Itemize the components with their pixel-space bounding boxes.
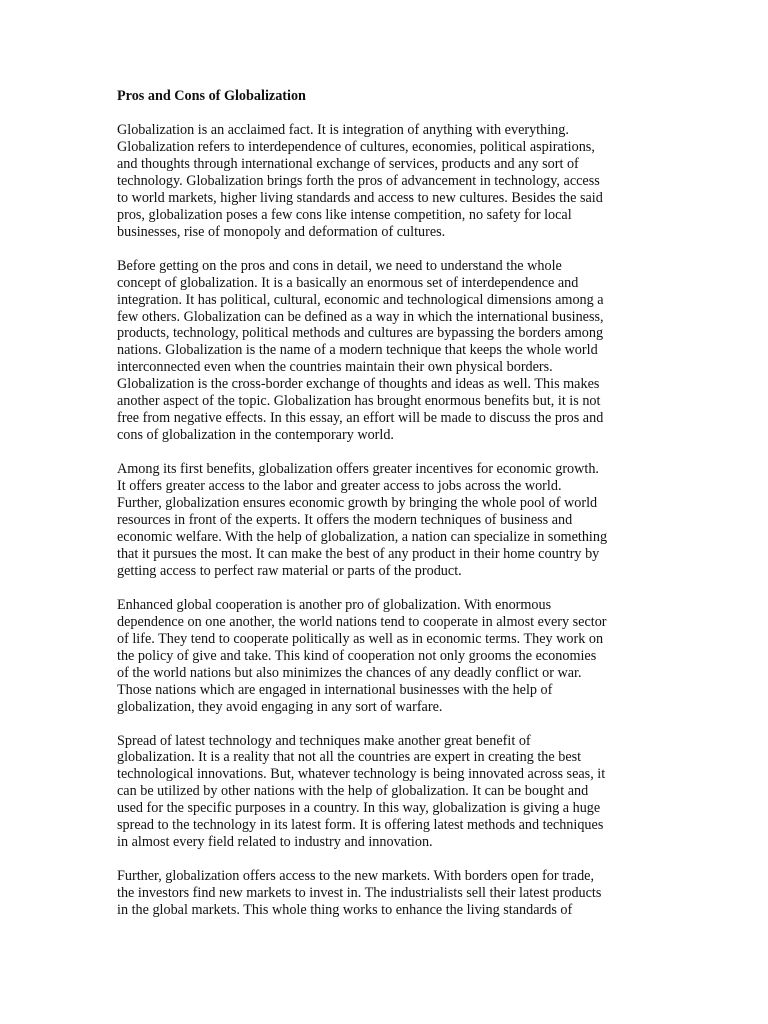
- paragraph-line: concept of globalization. It is a basically an enormous set of interdependence and: [117, 274, 579, 291]
- paragraph-line: globalization. It is a reality that not all the countries are expert in creating the best: [117, 749, 582, 766]
- paragraph-line: integration. It has political, cultural, economic and technological dimensions among a: [117, 291, 604, 308]
- document-page: [117, 88, 657, 936]
- paragraph-line: Spread of latest technology and techniques make another great benefit of: [117, 732, 531, 749]
- paragraph-line: Those nations which are engaged in international businesses with the help of: [117, 681, 553, 698]
- paragraph-line: to world markets, higher living standards and access to new cultures. Besides the said: [117, 189, 603, 206]
- document-body: [117, 122, 657, 919]
- paragraph-line: globalization, they avoid engaging in any sort of warfare.: [117, 698, 443, 715]
- paragraph: [117, 461, 657, 580]
- paragraph-line: used for the specific purposes in a country. In this way, globalization is giving a huge: [117, 800, 601, 817]
- paragraph-line: free from negative effects. In this essay, an effort will be made to discuss the pros and: [117, 410, 604, 427]
- paragraph-line: economic welfare. With the help of globalization, a nation can specialize in something: [117, 528, 608, 545]
- paragraph-line: spread to the technology in its latest form. It is offering latest methods and techniques: [117, 817, 604, 834]
- paragraph-line: getting access to perfect raw material or parts of the product.: [117, 562, 462, 579]
- paragraph-line: another aspect of the topic. Globalization has brought enormous benefits but, it is not: [117, 393, 601, 410]
- paragraph-line: Among its first benefits, globalization offers greater incentives for economic growth.: [117, 461, 599, 478]
- paragraph-line: few others. Globalization can be defined as a way in which the international business,: [117, 308, 604, 325]
- paragraph-line: Globalization is the cross-border exchange of thoughts and ideas as well. This makes: [117, 376, 600, 393]
- paragraph-line: interconnected even when the countries maintain their own physical borders.: [117, 359, 553, 376]
- paragraph-line: Globalization is an acclaimed fact. It is integration of anything with everything.: [117, 122, 569, 138]
- paragraph-line: dependence on one another, the world nations tend to cooperate in almost every sector: [117, 613, 607, 630]
- paragraph-line: Before getting on the pros and cons in detail, we need to understand the whole: [117, 257, 562, 274]
- paragraph-line: cons of globalization in the contemporary world.: [117, 427, 394, 444]
- paragraph-line: businesses, rise of monopoly and deformation of cultures.: [117, 223, 446, 240]
- paragraph-line: pros, globalization poses a few cons like intense competition, no safety for local: [117, 206, 572, 223]
- paragraph-line: Further, globalization ensures economic growth by bringing the whole pool of world: [117, 495, 598, 512]
- paragraph-line: the investors find new markets to invest in. The industrialists sell their latest products: [117, 885, 602, 902]
- paragraph-line: technological innovations. But, whatever technology is being innovated across seas, it: [117, 766, 606, 783]
- paragraph: [117, 733, 657, 852]
- paragraph-line: can be utilized by other nations with the help of globalization. It can be bought and: [117, 783, 589, 800]
- paragraph-line: in almost every field related to industry and innovation.: [117, 834, 433, 851]
- paragraph-line: nations. Globalization is the name of a modern technique that keeps the whole world: [117, 342, 598, 359]
- paragraph-line: products, technology, political methods and cultures are bypassing the borders among: [117, 325, 604, 342]
- paragraph-line: Globalization refers to interdependence of cultures, economies, political aspirations,: [117, 138, 595, 155]
- paragraph: [117, 868, 657, 919]
- paragraph-line: resources in front of the experts. It offers the modern techniques of business and: [117, 512, 573, 529]
- paragraph-line: Enhanced global cooperation is another pro of globalization. With enormous: [117, 596, 552, 613]
- paragraph-line: that it pursues the most. It can make the best of any product in their home country by: [117, 545, 600, 562]
- paragraph: [117, 597, 657, 716]
- paragraph-line: and thoughts through international exchange of services, products and any sort of: [117, 155, 579, 172]
- paragraph: [117, 258, 657, 444]
- paragraph-line: technology. Globalization brings forth the pros of advancement in technology, access: [117, 172, 600, 189]
- paragraph-line: Further, globalization offers access to the new markets. With borders open for trade,: [117, 868, 595, 885]
- paragraph-line: the policy of give and take. This kind of cooperation not only grooms the economies: [117, 647, 597, 664]
- paragraph: [117, 122, 657, 241]
- paragraph-line: of life. They tend to cooperate politically as well as in economic terms. They work on: [117, 630, 604, 647]
- paragraph-line: in the global markets. This whole thing works to enhance the living standards of: [117, 902, 573, 919]
- paragraph-line: It offers greater access to the labor and greater access to jobs across the world.: [117, 478, 562, 495]
- document-title: Pros and Cons of Globalization: [117, 88, 306, 104]
- paragraph-line: of the world nations but also minimizes the chances of any deadly conflict or war.: [117, 664, 582, 681]
